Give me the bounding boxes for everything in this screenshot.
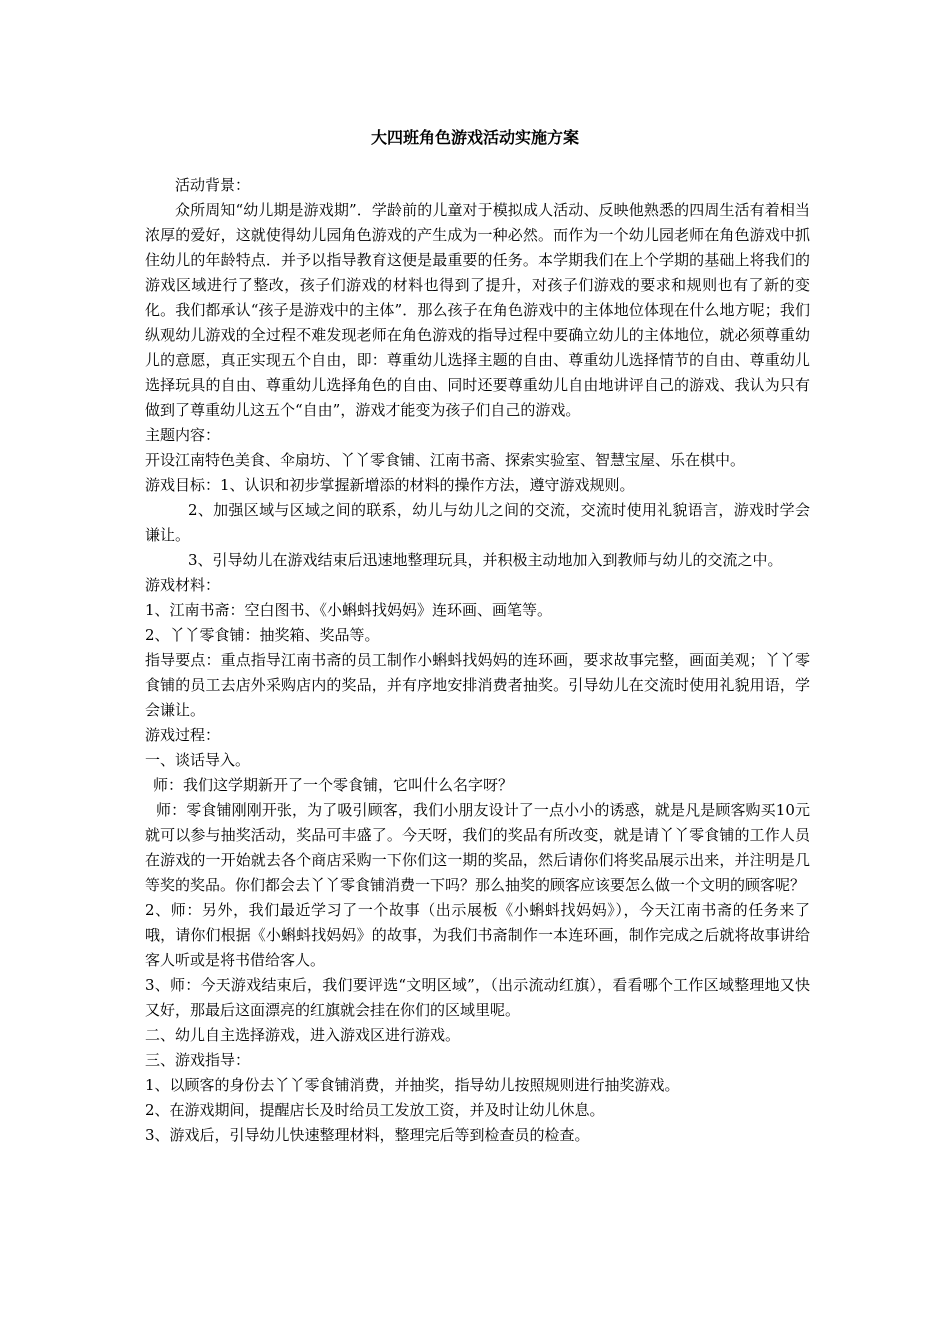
paragraph-teacher-bookstore: 2、师：另外，我们最近学习了一个故事（出示展板《小蝌蚪找妈妈》），今天江南书斋的任务来了哦，请你们根据《小蝌蚪找妈妈》的故事，为我们书斋制作一本连环画，制作完成之后就将故事讲给客人听或是将书借给客人。 [145, 901, 810, 969]
paragraph-theme-content: 开设江南特色美食、伞扇坊、丫丫零食铺、江南书斋、探索实验室、智慧宝屋、乐在棋中。 [145, 451, 746, 469]
paragraph-theme-heading: 主题内容： [145, 426, 221, 444]
paragraph-guide-3: 3、游戏后，引导幼儿快速整理材料，整理完后等到检查员的检查。 [145, 1126, 590, 1144]
paragraph-goal-1: 游戏目标：1、认识和初步掌握新增添的材料的操作方法，遵守游戏规则。 [145, 476, 635, 494]
document-body [145, 173, 810, 1148]
paragraph-guide-1: 1、以顾客的身份去丫丫零食铺消费，并抽奖，指导幼儿按照规则进行抽奖游戏。 [145, 1076, 680, 1094]
paragraph-teacher-snack-shop: 师：零食铺刚刚开张，为了吸引顾客，我们小朋友设计了一点小小的诱惑，就是凡是顾客购买10元就可以参与抽奖活动，奖品可丰盛了。今天呀，我们的奖品有所改变，就是请丫丫零食铺的工作人员在游戏的一开始就去各个商店采购一下你们这一期的奖品，然后请你们将奖品展示出来，并注明是几等奖的奖品。你们都会去丫丫零食铺消费一下吗？那么抽奖的顾客应该要怎么做一个文明的顾客呢？ [145, 801, 810, 894]
paragraph-step-2: 二、幼儿自主选择游戏，进入游戏区进行游戏。 [145, 1026, 461, 1044]
paragraph-teacher-question: 师：我们这学期新开了一个零食铺，它叫什么名字呀？ [153, 776, 514, 794]
paragraph-guide-2: 2、在游戏期间，提醒店长及时给员工发放工资，并及时让幼儿休息。 [145, 1101, 605, 1119]
paragraph-background-text: 众所周知“幼儿期是游戏期”．学龄前的儿童对于模拟成人活动、反映他熟悉的四周生活有着相当浓厚的爱好，这就使得幼儿园角色游戏的产生成为一种必然。而作为一个幼儿园老师在角色游戏中抓住幼儿的年龄特点．并予以指导教育这便是最重要的任务。本学期我们在上个学期的基础上将我们的游戏区域进行了整改，孩子们游戏的材料也得到了提升，对孩子们游戏的要求和规则也有了新的变化。我们都承认“孩子是游戏中的主体”．那么孩子在角色游戏中的主体地位体现在什么地方呢；我们纵观幼儿游戏的全过程不难发现老师在角色游戏的指导过程中要确立幼儿的主体地位，就必须尊重幼儿的意愿，真正实现五个自由，即：尊重幼儿选择主题的自由、尊重幼儿选择情节的自由、尊重幼儿选择玩具的自由、尊重幼儿选择角色的自由、同时还要尊重幼儿自由地讲评自己的游戏、我认为只有做到了尊重幼儿这五个“自由”，游戏才能变为孩子们自己的游戏。 [145, 201, 810, 419]
paragraph-material-1: 1、江南书斋：空白图书、《小蝌蚪找妈妈》连环画、画笔等。 [145, 601, 553, 619]
paragraph-goal-2: 2、加强区域与区域之间的联系，幼儿与幼儿之间的交流，交流时使用礼貌语言，游戏时学会谦让。 [145, 501, 810, 544]
paragraph-goal-3: 3、引导幼儿在游戏结束后迅速地整理玩具，并积极主动地加入到教师与幼儿的交流之中。 [188, 551, 783, 569]
paragraph-process-heading: 游戏过程： [145, 726, 221, 744]
paragraph-guidance-points: 指导要点：重点指导江南书斋的员工制作小蝌蚪找妈妈的连环画，要求故事完整，画面美观；丫丫零食铺的员工去店外采购店内的奖品，并有序地安排消费者抽奖。引导幼儿在交流时使用礼貌用语，学会谦让。 [145, 651, 810, 719]
paragraph-materials-heading: 游戏材料： [145, 576, 221, 594]
document-title: 大四班角色游戏活动实施方案 [370, 128, 579, 147]
paragraph-step-3-heading: 三、游戏指导： [145, 1051, 251, 1069]
paragraph-teacher-civilized-area: 3、师：今天游戏结束后，我们要评选“文明区域”，（出示流动红旗），看看哪个工作区域整理地又快又好，那最后这面漂亮的红旗就会挂在你们的区域里呢。 [145, 976, 810, 1019]
paragraph-step-1-heading: 一、谈话导入。 [145, 751, 251, 769]
paragraph-material-2: 2、丫丫零食铺：抽奖箱、奖品等。 [145, 626, 380, 644]
paragraph-background-heading: 活动背景： [175, 176, 251, 194]
